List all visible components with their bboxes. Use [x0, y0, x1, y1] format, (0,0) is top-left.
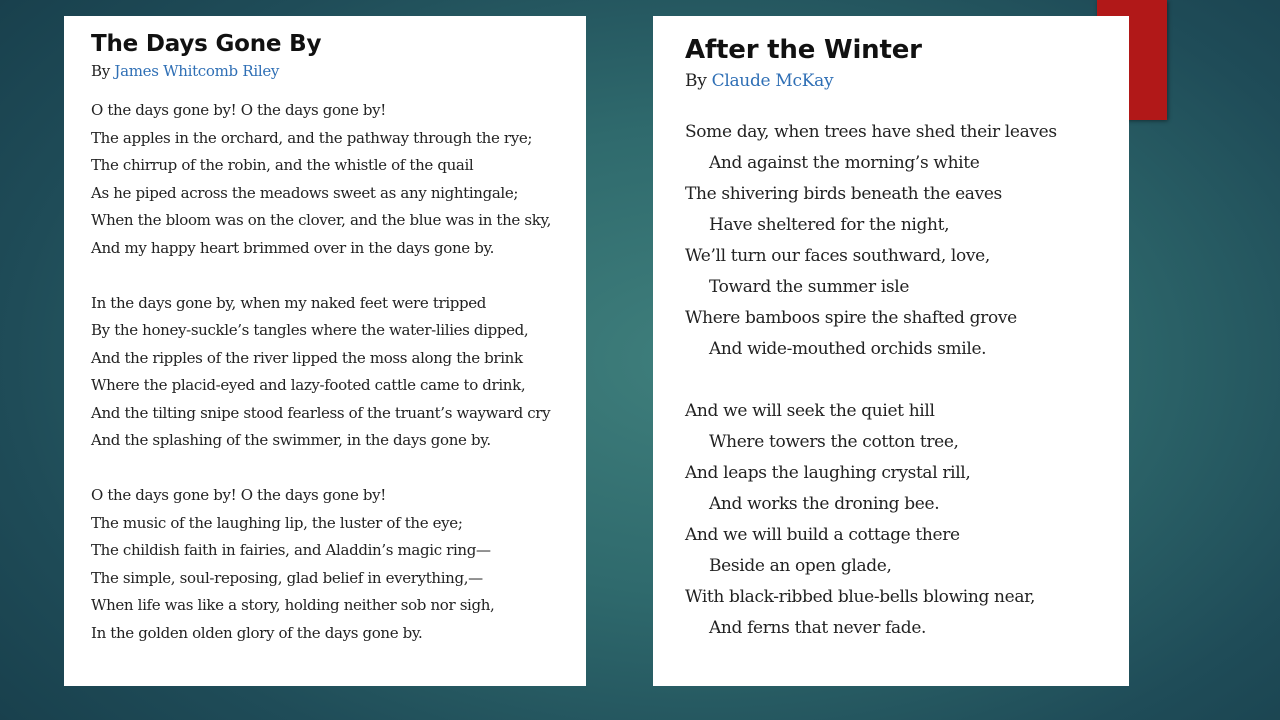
byline-prefix: By	[91, 62, 110, 80]
poem-line-indented: And wide-mouthed orchids smile.	[709, 339, 987, 359]
poem-line: Where the placid-eyed and lazy-footed cattle came to drink,	[91, 376, 526, 394]
poem-line: And the tilting snipe stood fearless of the truant’s wayward cry	[91, 403, 551, 422]
poem-line: The music of the laughing lip, the luster of the eye;	[91, 513, 463, 532]
poem-line: And my happy heart brimmed over in the days gone by.	[91, 238, 495, 257]
poem-line: And the splashing of the swimmer, in the days gone by.	[91, 431, 491, 449]
poem-line: And leaps the laughing crystal rill,	[685, 463, 971, 483]
poem-line: Some day, when trees have shed their leaves	[685, 122, 1057, 142]
poem-body	[91, 97, 586, 647]
poem-line: In the days gone by, when my naked feet were tripped	[91, 293, 487, 312]
poem-line: O the days gone by! O the days gone by!	[91, 101, 386, 119]
poem-title: The Days Gone By	[91, 31, 322, 57]
stanza	[685, 117, 1129, 365]
poem-line: And the ripples of the river lipped the moss along the brink	[91, 348, 523, 367]
poem-card-days-gone-by	[64, 16, 586, 686]
poem-line: The chirrup of the robin, and the whistle of the quail	[91, 156, 474, 174]
stanza	[91, 290, 586, 455]
poem-line: The shivering birds beneath the eaves	[685, 184, 1002, 204]
poem-line: O the days gone by! O the days gone by!	[91, 486, 386, 504]
poem-title: After the Winter	[685, 35, 922, 65]
author-link[interactable]: Claude McKay	[711, 71, 834, 91]
poem-line-indented: And ferns that never fade.	[709, 618, 927, 638]
poem-line: When the bloom was on the clover, and the blue was in the sky,	[91, 211, 552, 229]
poem-line-indented: Beside an open glade,	[709, 556, 892, 576]
byline	[685, 67, 1129, 95]
poem-body	[685, 117, 1129, 644]
poem-line: By the honey-suckle’s tangles where the water-lilies dipped,	[91, 321, 529, 339]
poem-line: Where bamboos spire the shafted grove	[685, 308, 1017, 328]
poem-line: When life was like a story, holding neither sob nor sigh,	[91, 596, 495, 614]
poem-line: And we will build a cottage there	[685, 525, 960, 545]
poem-line: The childish faith in fairies, and Aladdin’s magic ring—	[91, 541, 491, 559]
poem-line: The apples in the orchard, and the pathway through the rye;	[91, 128, 533, 147]
poem-line-indented: And against the morning’s white	[709, 153, 980, 173]
poem-line-indented: Toward the summer isle	[709, 277, 910, 297]
byline	[91, 59, 586, 83]
poem-card-after-the-winter	[653, 16, 1129, 686]
author-link[interactable]: James Whitcomb Riley	[114, 62, 280, 80]
poem-line-indented: Have sheltered for the night,	[709, 215, 950, 235]
poem-line: As he piped across the meadows sweet as any nightingale;	[91, 183, 519, 202]
stanza	[91, 97, 586, 262]
poem-line: We’ll turn our faces southward, love,	[685, 246, 990, 266]
poem-line: In the golden olden glory of the days gone by.	[91, 623, 423, 642]
stanza	[91, 482, 586, 647]
poem-line: And we will seek the quiet hill	[685, 401, 935, 421]
poem-line: The simple, soul-reposing, glad belief in everything,—	[91, 568, 483, 587]
poem-line-indented: Where towers the cotton tree,	[709, 432, 959, 452]
stanza	[685, 396, 1129, 644]
byline-prefix: By	[685, 71, 707, 91]
poem-line-indented: And works the droning bee.	[709, 494, 940, 514]
poem-line: With black-ribbed blue-bells blowing near,	[685, 587, 1036, 607]
